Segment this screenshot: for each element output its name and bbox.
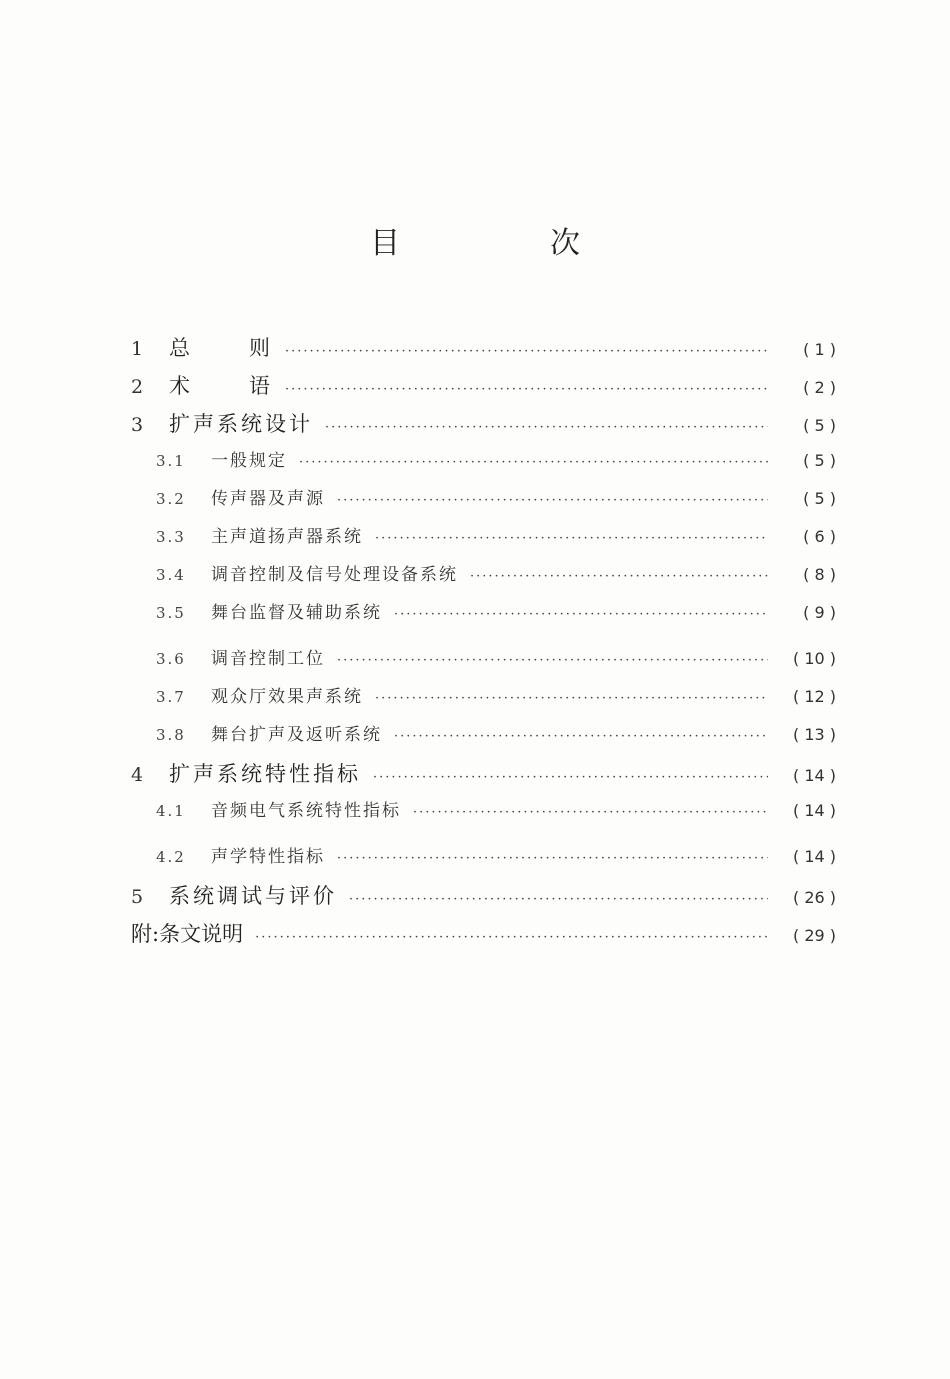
toc-subentry[interactable] xyxy=(131,484,836,522)
toc-dot-leader xyxy=(413,805,768,820)
toc-entry-number: 3.5 xyxy=(156,604,186,622)
toc-subentry[interactable] xyxy=(131,720,836,758)
toc-entry-number: 3.1 xyxy=(156,452,186,470)
toc-dot-leader xyxy=(337,653,768,668)
toc-entry-number: 1 xyxy=(131,338,144,360)
toc-entry[interactable] xyxy=(131,758,836,796)
toc-dot-leader xyxy=(394,729,768,744)
toc-dot-leader xyxy=(299,455,768,470)
toc-dot-leader xyxy=(285,382,768,397)
toc-subentry[interactable] xyxy=(131,796,836,842)
toc-dot-leader xyxy=(394,607,768,622)
toc-entry[interactable] xyxy=(131,370,836,408)
toc-entry-page: ( 6 ) xyxy=(803,527,836,546)
toc-entry-label: 观众厅效果声系统 xyxy=(211,687,363,707)
toc-entry-label xyxy=(169,332,273,362)
toc-dot-leader xyxy=(255,930,768,945)
toc-entry-page: ( 13 ) xyxy=(792,725,836,744)
toc-subentry[interactable] xyxy=(131,560,836,598)
toc-entry-label: 声学特性指标 xyxy=(211,847,325,867)
toc-entry-number: 3.3 xyxy=(156,528,186,546)
toc-dot-leader xyxy=(285,344,768,359)
toc-entry-page: ( 14 ) xyxy=(792,847,836,866)
toc-dot-leader xyxy=(337,493,768,508)
toc-dot-leader xyxy=(337,851,768,866)
toc-entry-label: 传声器及声源 xyxy=(211,489,325,509)
toc-entry-label: 一般规定 xyxy=(211,451,287,471)
toc-subentry[interactable] xyxy=(131,598,836,644)
toc-entry-number: 3.4 xyxy=(156,566,186,584)
toc-entry-page: ( 10 ) xyxy=(792,649,836,668)
toc-entry-label-part: 语 xyxy=(249,374,273,398)
toc-entry-number: 4.1 xyxy=(156,802,186,820)
toc-entry-page: ( 1 ) xyxy=(803,340,836,359)
toc-entry[interactable] xyxy=(131,918,836,956)
toc-dot-leader xyxy=(375,691,768,706)
toc-entry[interactable] xyxy=(131,408,836,446)
toc-entry-label: 舞台监督及辅助系统 xyxy=(211,603,382,623)
toc-entry-page: ( 12 ) xyxy=(792,687,836,706)
toc-entry-page: ( 26 ) xyxy=(792,888,836,907)
toc-entry-page: ( 14 ) xyxy=(792,801,836,820)
toc-entry-number: 4.2 xyxy=(156,848,186,866)
toc-entry-page: ( 8 ) xyxy=(803,565,836,584)
toc-subentry[interactable] xyxy=(131,842,836,880)
toc-entry-label: 调音控制及信号处理设备系统 xyxy=(211,565,458,585)
toc-entry[interactable] xyxy=(131,880,836,918)
toc-entry-label: 音频电气系统特性指标 xyxy=(211,801,401,821)
toc-entry-number: 3.8 xyxy=(156,726,186,744)
toc-entry-label: 扩声系统设计 xyxy=(169,412,313,436)
toc-subentry[interactable] xyxy=(131,682,836,720)
toc-entry-label xyxy=(169,370,273,400)
toc-entry[interactable] xyxy=(131,332,836,370)
toc-entry-label: 调音控制工位 xyxy=(211,649,325,669)
toc-dot-leader xyxy=(325,420,768,435)
toc-dot-leader xyxy=(375,531,768,546)
toc-subentry[interactable] xyxy=(131,644,836,682)
toc-entry-label: 附:条文说明 xyxy=(131,922,244,946)
toc-entry-number: 3 xyxy=(131,414,144,436)
toc-entry-number: 2 xyxy=(131,376,144,398)
toc-entry-number: 3.6 xyxy=(156,650,186,668)
toc-entry-number: 3.2 xyxy=(156,490,186,508)
toc-entry-page: ( 14 ) xyxy=(792,766,836,785)
toc-entry-number: 3.7 xyxy=(156,688,186,706)
toc-entry-label: 主声道扬声器系统 xyxy=(211,527,363,547)
toc-entry-label: 系统调试与评价 xyxy=(169,884,337,908)
toc-entry-number: 4 xyxy=(131,764,144,786)
toc-subentry[interactable] xyxy=(131,522,836,560)
toc-dot-leader xyxy=(349,892,768,907)
toc-entry-number: 5 xyxy=(131,886,144,908)
toc-entry-page: ( 29 ) xyxy=(792,926,836,945)
toc-entry-label-part: 则 xyxy=(249,336,273,360)
toc-entry-page: ( 5 ) xyxy=(803,416,836,435)
table-of-contents xyxy=(131,332,836,956)
page-title: 目 次 xyxy=(370,226,640,261)
toc-dot-leader xyxy=(373,770,768,785)
toc-subentry[interactable] xyxy=(131,446,836,484)
toc-entry-label-part: 术 xyxy=(169,374,193,398)
toc-entry-label: 舞台扩声及返听系统 xyxy=(211,725,382,745)
toc-entry-page: ( 2 ) xyxy=(803,378,836,397)
toc-dot-leader xyxy=(470,569,768,584)
toc-entry-page: ( 9 ) xyxy=(803,603,836,622)
toc-entry-label: 扩声系统特性指标 xyxy=(169,762,361,786)
toc-entry-page: ( 5 ) xyxy=(803,489,836,508)
toc-entry-label-part: 总 xyxy=(169,336,193,360)
toc-entry-page: ( 5 ) xyxy=(803,451,836,470)
